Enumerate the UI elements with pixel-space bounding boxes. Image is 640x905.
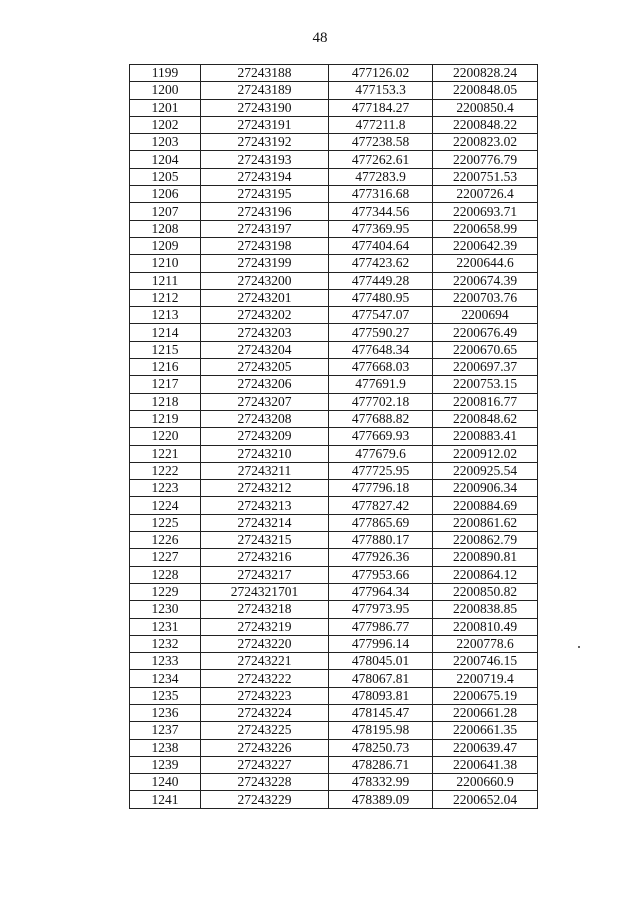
- x-coordinate-cell: 477480.95: [329, 289, 433, 306]
- y-coordinate-cell: 2200641.38: [433, 756, 538, 773]
- x-coordinate-cell: 477648.34: [329, 341, 433, 358]
- point-number-cell: 1237: [130, 722, 201, 739]
- table-row: [130, 549, 538, 566]
- x-coordinate-cell: 477668.03: [329, 359, 433, 376]
- point-id-cell: 27243206: [201, 376, 329, 393]
- point-number-cell: 1223: [130, 480, 201, 497]
- point-number-cell: 1236: [130, 704, 201, 721]
- point-id-cell: 27243216: [201, 549, 329, 566]
- point-number-cell: 1227: [130, 549, 201, 566]
- page-number: 48: [312, 30, 328, 46]
- y-coordinate-cell: 2200848.22: [433, 116, 538, 133]
- y-coordinate-cell: 2200694: [433, 307, 538, 324]
- x-coordinate-cell: 477953.66: [329, 566, 433, 583]
- point-id-cell: 27243214: [201, 514, 329, 531]
- point-number-cell: 1225: [130, 514, 201, 531]
- table-row: [130, 324, 538, 341]
- y-coordinate-cell: 2200675.19: [433, 687, 538, 704]
- table-row: [130, 722, 538, 739]
- table-row: [130, 307, 538, 324]
- x-coordinate-cell: 477369.95: [329, 220, 433, 237]
- table-row: [130, 635, 538, 652]
- y-coordinate-cell: 2200693.71: [433, 203, 538, 220]
- table-row: [130, 272, 538, 289]
- point-id-cell: 27243212: [201, 480, 329, 497]
- point-number-cell: 1212: [130, 289, 201, 306]
- point-id-cell: 27243205: [201, 359, 329, 376]
- point-number-cell: 1206: [130, 186, 201, 203]
- point-id-cell: 27243197: [201, 220, 329, 237]
- x-coordinate-cell: 477973.95: [329, 601, 433, 618]
- y-coordinate-cell: 2200864.12: [433, 566, 538, 583]
- y-coordinate-cell: 2200862.79: [433, 532, 538, 549]
- point-id-cell: 27243211: [201, 462, 329, 479]
- y-coordinate-cell: 2200848.05: [433, 82, 538, 99]
- point-id-cell: 27243209: [201, 428, 329, 445]
- y-coordinate-cell: 2200823.02: [433, 134, 538, 151]
- table-row: [130, 687, 538, 704]
- table-row: [130, 480, 538, 497]
- y-coordinate-cell: 2200884.69: [433, 497, 538, 514]
- x-coordinate-cell: 477211.8: [329, 116, 433, 133]
- point-id-cell: 27243213: [201, 497, 329, 514]
- x-coordinate-cell: 477449.28: [329, 272, 433, 289]
- point-number-cell: 1235: [130, 687, 201, 704]
- y-coordinate-cell: 2200658.99: [433, 220, 538, 237]
- table-row: [130, 774, 538, 791]
- x-coordinate-cell: 477238.58: [329, 134, 433, 151]
- y-coordinate-cell: 2200776.79: [433, 151, 538, 168]
- point-id-cell: 2724321701: [201, 583, 329, 600]
- x-coordinate-cell: 477926.36: [329, 549, 433, 566]
- point-id-cell: 27243219: [201, 618, 329, 635]
- table-row: [130, 618, 538, 635]
- table-row: [130, 289, 538, 306]
- point-number-cell: 1230: [130, 601, 201, 618]
- x-coordinate-cell: 477184.27: [329, 99, 433, 116]
- y-coordinate-cell: 2200850.4: [433, 99, 538, 116]
- y-coordinate-cell: 2200746.15: [433, 653, 538, 670]
- x-coordinate-cell: 477725.95: [329, 462, 433, 479]
- point-number-cell: 1238: [130, 739, 201, 756]
- point-id-cell: 27243222: [201, 670, 329, 687]
- point-id-cell: 27243208: [201, 410, 329, 427]
- y-coordinate-cell: 2200670.65: [433, 341, 538, 358]
- point-id-cell: 27243217: [201, 566, 329, 583]
- point-id-cell: 27243218: [201, 601, 329, 618]
- table-row: [130, 601, 538, 618]
- y-coordinate-cell: 2200751.53: [433, 168, 538, 185]
- point-id-cell: 27243229: [201, 791, 329, 808]
- table-row: [130, 186, 538, 203]
- point-id-cell: 27243198: [201, 237, 329, 254]
- point-number-cell: 1211: [130, 272, 201, 289]
- point-number-cell: 1229: [130, 583, 201, 600]
- point-id-cell: 27243226: [201, 739, 329, 756]
- y-coordinate-cell: 2200890.81: [433, 549, 538, 566]
- x-coordinate-cell: 478250.73: [329, 739, 433, 756]
- table-row: [130, 220, 538, 237]
- y-coordinate-cell: 2200848.62: [433, 410, 538, 427]
- y-coordinate-cell: 2200816.77: [433, 393, 538, 410]
- point-number-cell: 1217: [130, 376, 201, 393]
- table-row: [130, 82, 538, 99]
- table-row: [130, 393, 538, 410]
- point-id-cell: 27243228: [201, 774, 329, 791]
- point-id-cell: 27243207: [201, 393, 329, 410]
- x-coordinate-cell: 477669.93: [329, 428, 433, 445]
- point-number-cell: 1213: [130, 307, 201, 324]
- y-coordinate-cell: 2200642.39: [433, 237, 538, 254]
- point-number-cell: 1226: [130, 532, 201, 549]
- y-coordinate-cell: 2200912.02: [433, 445, 538, 462]
- y-coordinate-cell: 2200850.82: [433, 583, 538, 600]
- point-number-cell: 1201: [130, 99, 201, 116]
- table-row: [130, 791, 538, 808]
- y-coordinate-cell: 2200883.41: [433, 428, 538, 445]
- x-coordinate-cell: 478195.98: [329, 722, 433, 739]
- table-row: [130, 739, 538, 756]
- point-id-cell: 27243194: [201, 168, 329, 185]
- x-coordinate-cell: 478389.09: [329, 791, 433, 808]
- point-number-cell: 1209: [130, 237, 201, 254]
- point-id-cell: 27243199: [201, 255, 329, 272]
- table-row: [130, 532, 538, 549]
- table-row: [130, 341, 538, 358]
- y-coordinate-cell: 2200644.6: [433, 255, 538, 272]
- point-id-cell: 27243191: [201, 116, 329, 133]
- point-id-cell: 27243190: [201, 99, 329, 116]
- point-number-cell: 1210: [130, 255, 201, 272]
- x-coordinate-cell: 477547.07: [329, 307, 433, 324]
- point-number-cell: 1231: [130, 618, 201, 635]
- x-coordinate-cell: 478286.71: [329, 756, 433, 773]
- y-coordinate-cell: 2200697.37: [433, 359, 538, 376]
- point-id-cell: 27243210: [201, 445, 329, 462]
- table-row: [130, 168, 538, 185]
- coordinates-table: [129, 64, 538, 809]
- x-coordinate-cell: 477796.18: [329, 480, 433, 497]
- x-coordinate-cell: 477986.77: [329, 618, 433, 635]
- point-number-cell: 1216: [130, 359, 201, 376]
- x-coordinate-cell: 477827.42: [329, 497, 433, 514]
- point-number-cell: 1222: [130, 462, 201, 479]
- point-number-cell: 1208: [130, 220, 201, 237]
- point-id-cell: 27243223: [201, 687, 329, 704]
- table-row: [130, 462, 538, 479]
- coordinates-table-body: [130, 65, 538, 809]
- table-row: [130, 583, 538, 600]
- point-id-cell: 27243225: [201, 722, 329, 739]
- y-coordinate-cell: 2200753.15: [433, 376, 538, 393]
- x-coordinate-cell: 477996.14: [329, 635, 433, 652]
- point-id-cell: 27243193: [201, 151, 329, 168]
- point-number-cell: 1202: [130, 116, 201, 133]
- y-coordinate-cell: 2200661.35: [433, 722, 538, 739]
- y-coordinate-cell: 2200639.47: [433, 739, 538, 756]
- point-number-cell: 1233: [130, 653, 201, 670]
- table-row: [130, 151, 538, 168]
- point-id-cell: 27243224: [201, 704, 329, 721]
- point-id-cell: 27243200: [201, 272, 329, 289]
- point-number-cell: 1224: [130, 497, 201, 514]
- point-number-cell: 1203: [130, 134, 201, 151]
- x-coordinate-cell: 478145.47: [329, 704, 433, 721]
- x-coordinate-cell: 477262.61: [329, 151, 433, 168]
- y-coordinate-cell: 2200906.34: [433, 480, 538, 497]
- point-id-cell: 27243201: [201, 289, 329, 306]
- x-coordinate-cell: 477691.9: [329, 376, 433, 393]
- point-number-cell: 1214: [130, 324, 201, 341]
- point-number-cell: 1228: [130, 566, 201, 583]
- scan-speck: [578, 646, 580, 648]
- x-coordinate-cell: 478093.81: [329, 687, 433, 704]
- point-number-cell: 1199: [130, 65, 201, 82]
- point-id-cell: 27243189: [201, 82, 329, 99]
- point-number-cell: 1221: [130, 445, 201, 462]
- table-row: [130, 670, 538, 687]
- y-coordinate-cell: 2200660.9: [433, 774, 538, 791]
- point-number-cell: 1204: [130, 151, 201, 168]
- y-coordinate-cell: 2200778.6: [433, 635, 538, 652]
- x-coordinate-cell: 477964.34: [329, 583, 433, 600]
- point-id-cell: 27243188: [201, 65, 329, 82]
- x-coordinate-cell: 477153.3: [329, 82, 433, 99]
- x-coordinate-cell: 477679.6: [329, 445, 433, 462]
- point-id-cell: 27243196: [201, 203, 329, 220]
- table-row: [130, 566, 538, 583]
- y-coordinate-cell: 2200828.24: [433, 65, 538, 82]
- point-number-cell: 1234: [130, 670, 201, 687]
- x-coordinate-cell: 477688.82: [329, 410, 433, 427]
- y-coordinate-cell: 2200661.28: [433, 704, 538, 721]
- y-coordinate-cell: 2200703.76: [433, 289, 538, 306]
- x-coordinate-cell: 478045.01: [329, 653, 433, 670]
- point-id-cell: 27243202: [201, 307, 329, 324]
- x-coordinate-cell: 477423.62: [329, 255, 433, 272]
- table-row: [130, 203, 538, 220]
- table-row: [130, 653, 538, 670]
- y-coordinate-cell: 2200674.39: [433, 272, 538, 289]
- point-id-cell: 27243204: [201, 341, 329, 358]
- table-row: [130, 445, 538, 462]
- table-row: [130, 237, 538, 254]
- y-coordinate-cell: 2200652.04: [433, 791, 538, 808]
- x-coordinate-cell: 478332.99: [329, 774, 433, 791]
- point-number-cell: 1205: [130, 168, 201, 185]
- x-coordinate-cell: 478067.81: [329, 670, 433, 687]
- point-number-cell: 1207: [130, 203, 201, 220]
- point-id-cell: 27243220: [201, 635, 329, 652]
- table-row: [130, 65, 538, 82]
- point-id-cell: 27243192: [201, 134, 329, 151]
- point-number-cell: 1239: [130, 756, 201, 773]
- x-coordinate-cell: 477865.69: [329, 514, 433, 531]
- point-id-cell: 27243227: [201, 756, 329, 773]
- point-number-cell: 1220: [130, 428, 201, 445]
- table-row: [130, 704, 538, 721]
- y-coordinate-cell: 2200861.62: [433, 514, 538, 531]
- point-number-cell: 1240: [130, 774, 201, 791]
- table-row: [130, 756, 538, 773]
- point-number-cell: 1215: [130, 341, 201, 358]
- point-number-cell: 1232: [130, 635, 201, 652]
- x-coordinate-cell: 477880.17: [329, 532, 433, 549]
- point-number-cell: 1241: [130, 791, 201, 808]
- x-coordinate-cell: 477126.02: [329, 65, 433, 82]
- table-row: [130, 428, 538, 445]
- table-row: [130, 376, 538, 393]
- y-coordinate-cell: 2200676.49: [433, 324, 538, 341]
- table-row: [130, 134, 538, 151]
- point-number-cell: 1219: [130, 410, 201, 427]
- y-coordinate-cell: 2200726.4: [433, 186, 538, 203]
- x-coordinate-cell: 477590.27: [329, 324, 433, 341]
- table-row: [130, 410, 538, 427]
- table-row: [130, 255, 538, 272]
- y-coordinate-cell: 2200810.49: [433, 618, 538, 635]
- y-coordinate-cell: 2200925.54: [433, 462, 538, 479]
- point-number-cell: 1218: [130, 393, 201, 410]
- point-id-cell: 27243195: [201, 186, 329, 203]
- point-id-cell: 27243215: [201, 532, 329, 549]
- table-row: [130, 99, 538, 116]
- x-coordinate-cell: 477702.18: [329, 393, 433, 410]
- table-row: [130, 116, 538, 133]
- table-row: [130, 514, 538, 531]
- x-coordinate-cell: 477283.9: [329, 168, 433, 185]
- y-coordinate-cell: 2200838.85: [433, 601, 538, 618]
- point-id-cell: 27243221: [201, 653, 329, 670]
- y-coordinate-cell: 2200719.4: [433, 670, 538, 687]
- x-coordinate-cell: 477316.68: [329, 186, 433, 203]
- x-coordinate-cell: 477404.64: [329, 237, 433, 254]
- table-row: [130, 359, 538, 376]
- x-coordinate-cell: 477344.56: [329, 203, 433, 220]
- point-number-cell: 1200: [130, 82, 201, 99]
- point-id-cell: 27243203: [201, 324, 329, 341]
- table-row: [130, 497, 538, 514]
